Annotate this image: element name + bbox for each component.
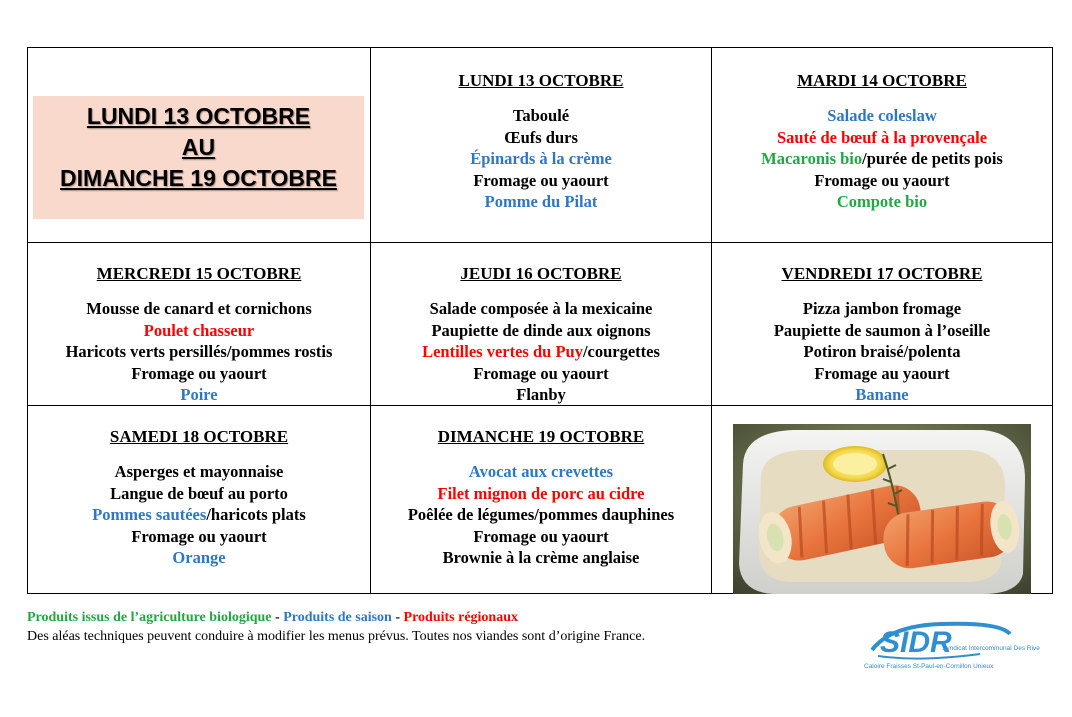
menu-table [27, 47, 1053, 594]
menu-item [712, 384, 1052, 406]
menu-item [371, 504, 711, 526]
menu-item-text: Salade composée à la mexicaine [429, 299, 653, 318]
menu-item [712, 148, 1052, 170]
menu-item-text: Poulet chasseur [143, 320, 255, 340]
week-title-line: AU [181, 134, 216, 160]
legend-separator: - [391, 610, 404, 625]
week-title-line: DIMANCHE 19 OCTOBRE [60, 165, 337, 191]
legend [27, 608, 645, 627]
menu-item-text: Poire [180, 385, 218, 404]
menu-item-text: Taboulé [512, 106, 570, 125]
menu-item-text: /haricots plats [206, 505, 306, 524]
menu-item [371, 461, 711, 483]
menu-item-text: Salade coleslaw [827, 106, 937, 125]
menu-item [28, 526, 370, 548]
menu-item-text: Fromage ou yaourt [473, 526, 609, 546]
menu-item-text: Fromage ou yaourt [473, 363, 609, 383]
menu-item [28, 547, 370, 569]
day-heading: DIMANCHE 19 OCTOBRE [437, 427, 645, 446]
menu-item [712, 320, 1052, 342]
day-cell-lundi [371, 71, 711, 213]
menu-items [712, 105, 1052, 213]
menu-item [371, 105, 711, 127]
menu-item [712, 170, 1052, 192]
logo-subtitle: Syndicat Intercommunal Des Rives [942, 645, 1040, 652]
day-cell-dimanche [371, 427, 711, 569]
week-title-line: LUNDI 13 OCTOBRE [86, 103, 311, 129]
menu-item-text: Avocat aux crevettes [468, 462, 614, 481]
menu-item [28, 384, 370, 406]
day-heading: VENDREDI 17 OCTOBRE [781, 264, 983, 283]
menu-item-text: Paupiette de dinde aux oignons [431, 320, 651, 340]
menu-item [371, 148, 711, 170]
menu-items [371, 105, 711, 213]
sidr-logo [860, 612, 1040, 682]
menu-item [371, 547, 711, 569]
menu-item [28, 363, 370, 385]
salmon-dish-photo [733, 424, 1031, 594]
menu-items [371, 461, 711, 569]
menu-item-text: Œufs durs [504, 127, 578, 147]
menu-item [28, 504, 370, 526]
menu-item [28, 320, 370, 342]
menu-item-text: Sauté de bœuf à la provençale [776, 127, 988, 147]
day-heading: JEUDI 16 OCTOBRE [460, 264, 622, 283]
menu-item-text: Filet mignon de porc au cidre [437, 483, 645, 503]
menu-item [371, 526, 711, 548]
menu-item [712, 105, 1052, 127]
menu-item-text: Fromage ou yaourt [131, 526, 267, 546]
menu-item [712, 341, 1052, 363]
menu-item [712, 363, 1052, 385]
menu-item-text: Poêlée de légumes/pommes dauphines [407, 505, 675, 524]
logo-towns: Caloire Fraisses St-Paul-en-Cornillon Unieux [864, 663, 994, 670]
menu-items [712, 298, 1052, 406]
menu-item [371, 341, 711, 363]
menu-item-text: Haricots verts persillés/pommes rostis [65, 342, 333, 361]
menu-item [28, 341, 370, 363]
menu-item-text: Fromage ou yaourt [473, 170, 609, 190]
menu-item-text: Pizza jambon fromage [802, 299, 962, 318]
menu-item [28, 298, 370, 320]
menu-items [28, 461, 370, 569]
menu-item-text: Flanby [516, 385, 566, 404]
menu-item [371, 483, 711, 505]
menu-item-text: Banane [855, 385, 909, 404]
menu-item [371, 363, 711, 385]
menu-item-text: Compote bio [836, 192, 928, 211]
day-heading: LUNDI 13 OCTOBRE [458, 71, 624, 90]
legend-saison: Produits de saison [283, 610, 392, 625]
day-heading: SAMEDI 18 OCTOBRE [109, 427, 289, 446]
menu-item [371, 384, 711, 406]
day-cell-samedi [28, 427, 370, 569]
menu-item [28, 461, 370, 483]
day-heading: MARDI 14 OCTOBRE [797, 71, 967, 90]
day-cell-mercredi [28, 264, 370, 406]
menu-item [371, 320, 711, 342]
menu-item-text: Brownie à la crème anglaise [442, 548, 640, 567]
menu-item-text: Asperges et mayonnaise [114, 462, 284, 481]
menu-item-text: Fromage ou yaourt [814, 170, 950, 190]
menu-item [28, 483, 370, 505]
menu-item-text: /purée de petits pois [862, 149, 1003, 168]
menu-item-text: Macaronis bio [761, 149, 863, 168]
footer-note: Des aléas techniques peuvent conduire à modifier les menus prévus. Toutes nos viandes sont d’origine France. [27, 629, 646, 644]
menu-item-text: Fromage ou yaourt [131, 363, 267, 383]
menu-item [371, 127, 711, 149]
week-title-box [33, 96, 364, 219]
menu-item-text: Fromage au yaourt [814, 363, 950, 383]
menu-item [371, 298, 711, 320]
menu-items [371, 298, 711, 406]
menu-items [28, 298, 370, 406]
day-heading: MERCREDI 15 OCTOBRE [96, 264, 302, 283]
legend-separator: - [271, 610, 284, 625]
menu-item [712, 298, 1052, 320]
day-cell-jeudi [371, 264, 711, 406]
menu-item-text: Pommes sautées [92, 505, 207, 524]
menu-item-text: Orange [172, 548, 226, 567]
menu-item-text: Pomme du Pilat [484, 192, 598, 211]
logo-name: SIDR [880, 626, 952, 659]
row-divider [28, 242, 1052, 243]
menu-item-text: /courgettes [582, 342, 660, 361]
menu-item [371, 191, 711, 213]
menu-item-text: Épinards à la crème [470, 149, 612, 168]
menu-item [712, 127, 1052, 149]
day-cell-vendredi [712, 264, 1052, 406]
legend-regionaux: Produits régionaux [403, 610, 519, 625]
menu-item-text: Lentilles vertes du Puy [422, 342, 583, 361]
menu-item-text: Potiron braisé/polenta [803, 342, 961, 361]
legend-bio: Produits issus de l’agriculture biologique [27, 610, 272, 625]
menu-item [712, 191, 1052, 213]
footer [27, 608, 645, 646]
day-cell-mardi [712, 71, 1052, 213]
menu-item-text: Langue de bœuf au porto [110, 483, 288, 503]
menu-item-text: Paupiette de saumon à l’oseille [773, 320, 991, 340]
menu-item [371, 170, 711, 192]
menu-item-text: Mousse de canard et cornichons [86, 299, 312, 318]
